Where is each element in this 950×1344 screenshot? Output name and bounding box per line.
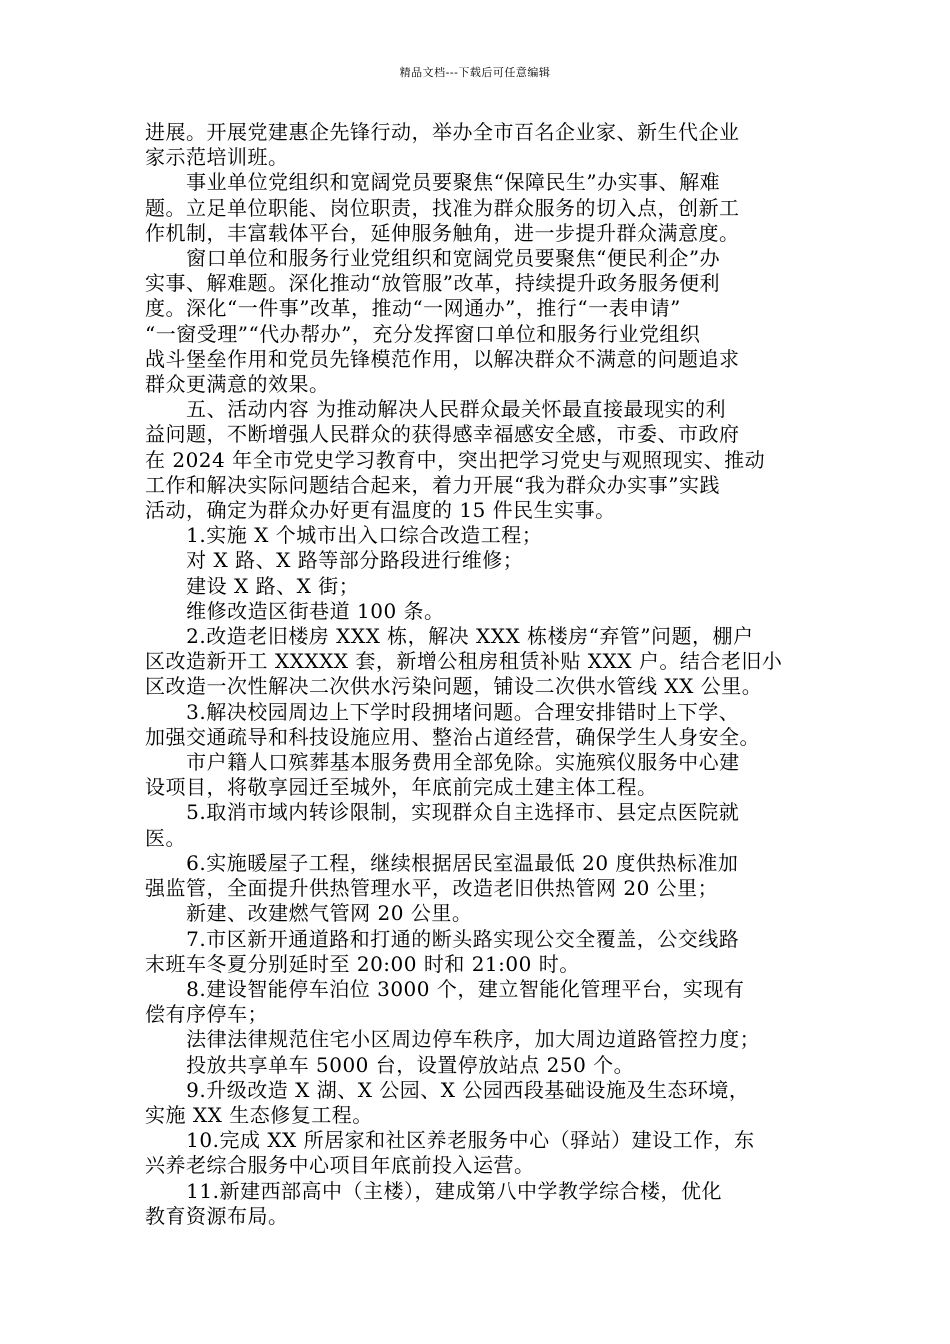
page-header: 精品文档---下载后可任意编辑 — [399, 66, 551, 79]
text-line: 设项目，将敬享园迁至城外，年底前完成土建主体工程。 — [145, 775, 658, 800]
text-line: 活动，确定为群众办好更有温度的 15 件民生实事。 — [145, 498, 616, 523]
text-line: 10.完成 XX 所居家和社区养老服务中心（驿站）建设工作，东 — [145, 1128, 755, 1153]
text-line: 新建、改建燃气管网 20 公里。 — [145, 901, 473, 926]
text-line: 窗口单位和服务行业党组织和宽阔党员要聚焦“便民利企”办 — [145, 246, 721, 271]
text-line: 法律法律规范住宅小区周边停车秩序，加大周边道路管控力度； — [145, 1027, 761, 1052]
text-line: 事业单位党组织和宽阔党员要聚焦“保障民生”办实事、解难 — [145, 170, 721, 195]
text-line: 度。深化“一件事”改革，推动“一网通办”，推行“一表申请” — [145, 296, 681, 321]
text-line: 五、活动内容 为推动解决人民群众最关怀最直接最现实的利 — [145, 397, 727, 422]
text-line: 在 2024 年全市党史学习教育中，突出把学习党史与观照现实、推动 — [145, 447, 766, 472]
text-line: 末班车冬夏分别延时至 20:00 时和 21:00 时。 — [145, 951, 580, 976]
text-line: 区改造新开工 XXXXX 套，新增公租房租赁补贴 XXX 户。结合老旧小 — [145, 649, 783, 674]
text-line: 医。 — [145, 825, 186, 850]
document-body — [145, 120, 809, 1229]
text-line: 作机制，丰富载体平台，延伸服务触角，进一步提升群众满意度。 — [145, 220, 740, 245]
text-line: 强监管，全面提升供热管理水平，改造老旧供热管网 20 公里； — [145, 876, 719, 901]
text-line: 工作和解决实际问题结合起来，着力开展“我为群众办实事”实践 — [145, 472, 720, 497]
text-line: 8.建设智能停车泊位 3000 个，建立智能化管理平台，实现有 — [145, 976, 745, 1001]
text-line: 9.升级改造 X 湖、X 公园、X 公园西段基础设施及生态环境， — [145, 1077, 750, 1102]
text-line: 7.市区新开通道路和打通的断头路实现公交全覆盖，公交线路 — [145, 926, 740, 951]
text-line: 进展。开展党建惠企先锋行动，举办全市百名企业家、新生代企业 — [145, 120, 740, 144]
text-line: 战斗堡垒作用和党员先锋模范作用，以解决群众不满意的问题追求 — [145, 346, 740, 371]
text-line: 2.改造老旧楼房 XXX 栋，解决 XXX 栋楼房“弃管”问题，棚户 — [145, 624, 754, 649]
text-line: 区改造一次性解决二次供水污染问题，铺设二次供水管线 XX 公里。 — [145, 674, 763, 699]
text-line: 投放共享单车 5000 台，设置停放站点 250 个。 — [145, 1052, 635, 1077]
text-line: 维修改造区街巷道 100 条。 — [145, 598, 445, 623]
text-line: 实施 XX 生态修复工程。 — [145, 1102, 373, 1127]
text-line: 题。立足单位职能、岗位职责，找准为群众服务的切入点，创新工 — [145, 195, 740, 220]
text-line: 11.新建西部高中（主楼），建成第八中学教学综合楼，优化 — [145, 1178, 722, 1203]
text-line: 益问题，不断增强人民群众的获得感幸福感安全感，市委、市政府 — [145, 422, 740, 447]
text-line: 对 X 路、X 路等部分路段进行维修； — [145, 548, 524, 573]
text-line: 家示范培训班。 — [145, 145, 289, 170]
text-line: 教育资源布局。 — [145, 1203, 289, 1228]
text-line: 3.解决校园周边上下学时段拥堵问题。合理安排错时上下学、 — [145, 699, 740, 724]
text-line: 1.实施 X 个城市出入口综合改造工程； — [145, 523, 543, 548]
text-line: 加强交通疏导和科技设施应用、整治占道经营，确保学生人身安全。 — [145, 724, 760, 749]
text-line: “一窗受理”“代办帮办”，充分发挥窗口单位和服务行业党组织 — [145, 321, 701, 346]
text-line: 市户籍人口殡葬基本服务费用全部免除。实施殡仪服务中心建 — [145, 750, 740, 775]
text-line: 建设 X 路、X 街； — [145, 573, 360, 598]
text-line: 群众更满意的效果。 — [145, 372, 330, 397]
text-line: 6.实施暖屋子工程，继续根据居民室温最低 20 度供热标准加 — [145, 850, 739, 875]
text-line: 5.取消市域内转诊限制，实现群众自主选择市、县定点医院就 — [145, 800, 740, 825]
text-line: 偿有序停车； — [145, 1002, 268, 1027]
text-line: 兴养老综合服务中心项目年底前投入运营。 — [145, 1153, 535, 1178]
text-line: 实事、解难题。深化推动“放管服”改革，持续提升政务服务便利 — [145, 271, 720, 296]
